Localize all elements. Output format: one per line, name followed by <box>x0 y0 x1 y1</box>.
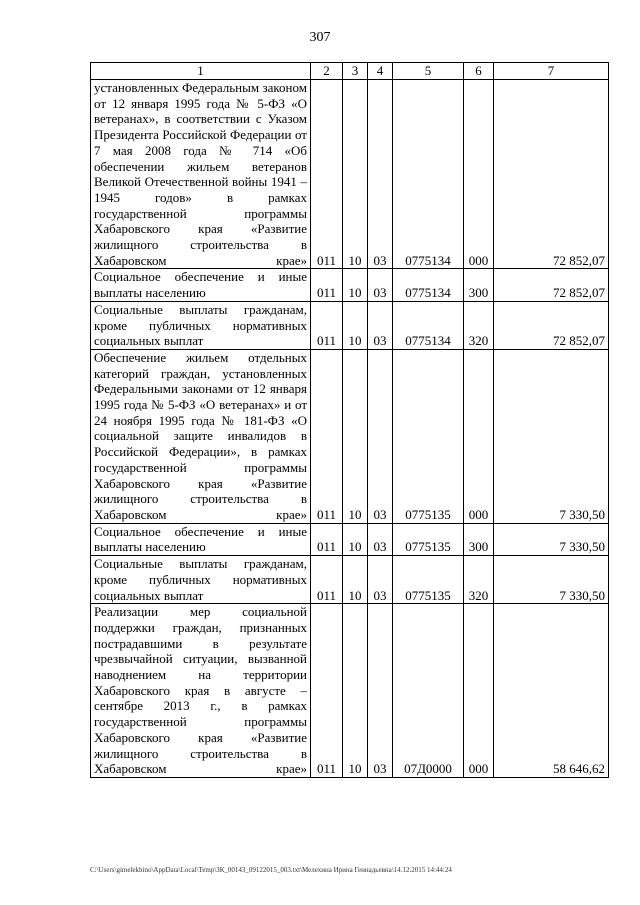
row-description: Реализации мер социальной поддержки граждан, признанных пострадавшими в результате чрезвычайной ситуации, вызванной наводнением на территории Хабаровского края в августе – сентябре 2013 г., в рамках государственной программы Хабаровского края «Развитие жилищного строительства в Хабаровском крае» <box>91 604 311 778</box>
row-expense-type: 000 <box>464 349 494 523</box>
row-section-code: 10 <box>343 80 368 269</box>
row-ministry-code: 011 <box>311 523 343 555</box>
row-description: Социальные выплаты гражданам, кроме публичных нормативных социальных выплат <box>91 556 311 604</box>
row-section-code: 10 <box>343 556 368 604</box>
page-number: 307 <box>309 30 331 45</box>
row-target-article: 0775135 <box>393 523 464 555</box>
row-amount: 72 852,07 <box>494 269 609 301</box>
table-row <box>91 269 609 301</box>
row-section-code: 10 <box>343 301 368 349</box>
row-expense-type: 300 <box>464 523 494 555</box>
column-header-5: 5 <box>393 63 464 80</box>
column-header-2: 2 <box>311 63 343 80</box>
row-ministry-code: 011 <box>311 349 343 523</box>
table-row <box>91 80 609 269</box>
row-amount: 7 330,50 <box>494 556 609 604</box>
row-section-code: 10 <box>343 523 368 555</box>
row-target-article: 0775135 <box>393 349 464 523</box>
row-expense-type: 320 <box>464 556 494 604</box>
row-subsection-code: 03 <box>368 301 393 349</box>
row-subsection-code: 03 <box>368 556 393 604</box>
header-row <box>91 63 609 80</box>
row-description: Обеспечение жильем отдельных категорий граждан, установленных Федеральными законами от 12 января 1995 года № 5-ФЗ «О ветеранах» и от 24 ноября 1995 года № 181-ФЗ «О социальной защите инвалидов в Российской Федерации», в рамках государственной программы Хабаровского края «Развитие жилищного строительства в Хабаровском крае» <box>91 349 311 523</box>
table-row <box>91 556 609 604</box>
row-expense-type: 000 <box>464 604 494 778</box>
row-target-article: 0775134 <box>393 301 464 349</box>
table-row <box>91 604 609 778</box>
table-row <box>91 523 609 555</box>
row-amount: 7 330,50 <box>494 523 609 555</box>
row-section-code: 10 <box>343 269 368 301</box>
row-ministry-code: 011 <box>311 80 343 269</box>
column-header-3: 3 <box>343 63 368 80</box>
row-description: установленных Федеральным законом от 12 января 1995 года № 5-ФЗ «О ветеранах», в соответствии с Указом Президента Российской Федерации от 7 мая 2008 года № 714 «Об обеспечении жильем ветеранов Великой Отечественной войны 1941 – 1945 годов» в рамках государственной программы Хабаровского края «Развитие жилищного строительства в Хабаровском крае» <box>91 80 311 269</box>
row-ministry-code: 011 <box>311 269 343 301</box>
row-ministry-code: 011 <box>311 556 343 604</box>
table-row <box>91 301 609 349</box>
file-path-footer: C:\Users\gimelekhino\AppData\Local\Temp\ЗК_00143_09122015_003.txt\Мелехина Ирина Геннадьевна\14.12.2015 14:44:24 <box>90 866 452 874</box>
row-amount: 58 646,62 <box>494 604 609 778</box>
row-ministry-code: 011 <box>311 604 343 778</box>
row-expense-type: 300 <box>464 269 494 301</box>
table-row <box>91 349 609 523</box>
row-amount: 72 852,07 <box>494 301 609 349</box>
row-subsection-code: 03 <box>368 349 393 523</box>
row-subsection-code: 03 <box>368 523 393 555</box>
budget-table <box>90 62 609 778</box>
row-description: Социальное обеспечение и иные выплаты населению <box>91 523 311 555</box>
column-header-4: 4 <box>368 63 393 80</box>
row-subsection-code: 03 <box>368 80 393 269</box>
row-amount: 72 852,07 <box>494 80 609 269</box>
row-target-article: 0775134 <box>393 269 464 301</box>
row-amount: 7 330,50 <box>494 349 609 523</box>
row-target-article: 07Д0000 <box>393 604 464 778</box>
row-expense-type: 320 <box>464 301 494 349</box>
row-target-article: 0775134 <box>393 80 464 269</box>
row-section-code: 10 <box>343 604 368 778</box>
row-section-code: 10 <box>343 349 368 523</box>
row-subsection-code: 03 <box>368 269 393 301</box>
row-expense-type: 000 <box>464 80 494 269</box>
row-description: Социальные выплаты гражданам, кроме публичных нормативных социальных выплат <box>91 301 311 349</box>
row-target-article: 0775135 <box>393 556 464 604</box>
column-header-1: 1 <box>91 63 311 80</box>
row-ministry-code: 011 <box>311 301 343 349</box>
row-subsection-code: 03 <box>368 604 393 778</box>
row-description: Социальное обеспечение и иные выплаты населению <box>91 269 311 301</box>
column-header-7: 7 <box>494 63 609 80</box>
column-header-6: 6 <box>464 63 494 80</box>
